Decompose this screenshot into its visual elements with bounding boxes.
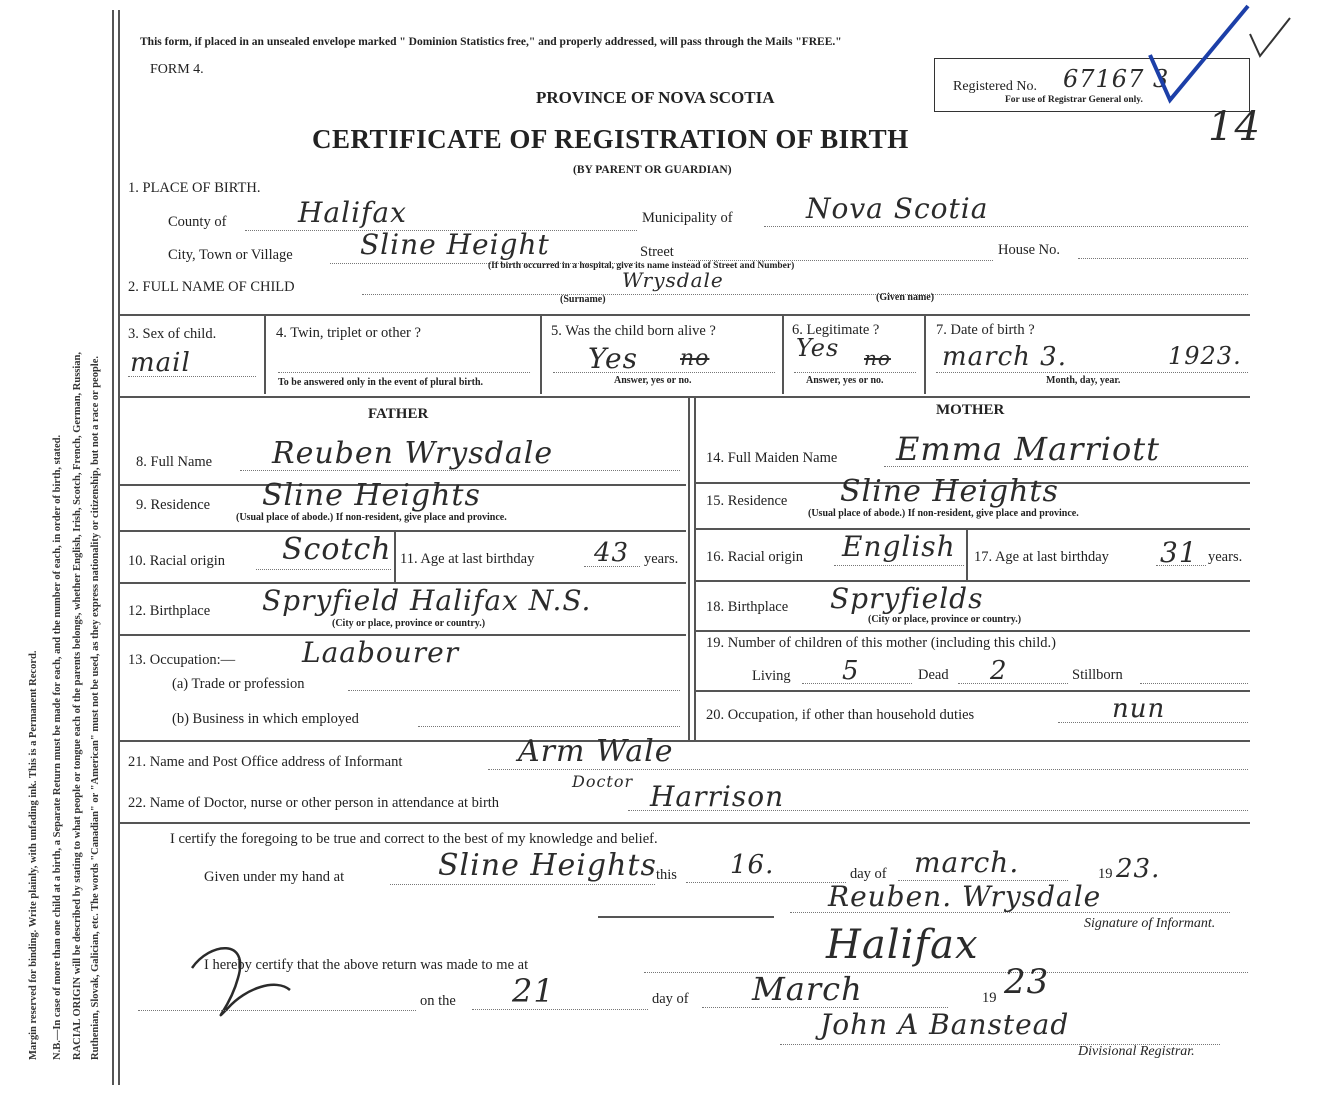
municipality-value: Nova Scotia (806, 192, 989, 225)
dob-value: march 3. (942, 342, 1067, 372)
city-label: City, Town or Village (168, 247, 293, 263)
divider-3-4 (264, 316, 266, 394)
doctor-value: Harrison (650, 780, 785, 813)
registrar-day-value: 21 (512, 972, 555, 1010)
father-occupation-value: Laabourer (302, 636, 460, 669)
certificate-subtitle: (BY PARENT OR GUARDIAN) (573, 164, 732, 176)
mother-birthplace-value: Spryfields (830, 582, 984, 615)
divider-6-7 (924, 316, 926, 394)
informant-signature-caption: Signature of Informant. (1084, 916, 1216, 931)
mother-occupation-value: nun (1112, 694, 1166, 724)
father-age-value: 43 (594, 538, 630, 568)
rule-above-certification (120, 822, 1250, 824)
dead-label: Dead (918, 667, 949, 683)
mother-age-value: 31 (1160, 536, 1198, 569)
mother-residence-note: (Usual place of abode.) If non-resident, give place and province. (808, 508, 1079, 519)
stillborn-label: Stillborn (1072, 667, 1123, 683)
father-racial-dotted-line (256, 569, 391, 570)
rule-under-name (120, 314, 1250, 316)
rule-below-parents (120, 740, 1250, 742)
divider-5-6 (782, 316, 784, 394)
dob-dotted-line (936, 372, 1248, 373)
registrar-on-the-label: on the (420, 993, 456, 1009)
registrar-signature: John A Banstead (820, 1008, 1070, 1041)
seal-line (598, 916, 774, 918)
province-heading: PROVINCE OF NOVA SCOTIA (536, 88, 775, 107)
registrar-year-prefix: 19 (982, 990, 997, 1006)
mother-occupation-label: 20. Occupation, if other than household duties (706, 707, 975, 723)
informant-dotted-line (488, 769, 1248, 770)
dead-value: 2 (990, 656, 1008, 686)
father-residence-note: (Usual place of abode.) If non-resident, give place and province. (236, 512, 507, 523)
legitimate-label: 6. Legitimate ? (792, 322, 880, 338)
child-surname: Wrysdale (622, 268, 724, 292)
business-label: (b) Business in which employed (172, 711, 359, 727)
mother-birthplace-note: (City or place, province or country.) (868, 614, 1022, 625)
legitimate-dotted-line (794, 372, 916, 373)
mother-heading: MOTHER (936, 402, 1005, 418)
stillborn-dotted-line (1140, 683, 1248, 684)
parents-divider-a (688, 398, 690, 740)
father-racial-label: 10. Racial origin (128, 553, 226, 569)
registrar-place-dotted-line (644, 972, 1248, 973)
doctor-title: Doctor (572, 772, 634, 791)
mother-rule-2 (696, 528, 1250, 530)
dob-label: 7. Date of birth ? (936, 322, 1035, 338)
father-racial-divider (394, 532, 396, 582)
children-count-label: 19. Number of children of this mother (including this child.) (706, 635, 1056, 651)
rule-above-parents (120, 396, 1250, 398)
father-birthplace-note: (City or place, province or country.) (332, 618, 486, 629)
mother-age-label: 17. Age at last birthday (974, 549, 1109, 565)
form-number: FORM 4. (150, 62, 204, 77)
father-residence-value: Sline Heights (262, 478, 481, 513)
legitimate-struck-answer: no (864, 346, 891, 370)
binding-margin-line-2 (118, 10, 120, 1085)
alive-struck-answer: no (680, 346, 710, 371)
given-place-value: Sline Heights (438, 848, 657, 883)
registrar-use-note: For use of Registrar General only. (1005, 95, 1143, 105)
legitimate-value: Yes (796, 334, 840, 362)
given-year-prefix: 19 (1098, 866, 1113, 882)
trade-dotted-line (348, 690, 680, 691)
pencil-check-mark (1246, 14, 1296, 64)
father-birthplace-value: Spryfield Halifax N.S. (262, 584, 592, 617)
mother-residence-label: 15. Residence (706, 493, 788, 509)
certificate-title: CERTIFICATE OF REGISTRATION OF BIRTH (312, 124, 909, 154)
father-name-value: Reuben Wrysdale (272, 436, 554, 471)
dob-caption: Month, day, year. (1046, 375, 1121, 386)
certification-statement: I certify the foregoing to be true and correct to the best of my knowledge and belief. (170, 831, 658, 847)
child-name-dotted-line (362, 294, 1248, 295)
given-name-caption: (Given name) (876, 292, 935, 303)
father-age-label: 11. Age at last birthday (400, 551, 535, 567)
doctor-label: 22. Name of Doctor, nurse or other person in attendance at birth (128, 795, 500, 811)
registrar-leading-dotted-line (138, 1010, 416, 1011)
registrar-day-of-label: day of (652, 991, 689, 1007)
mother-rule-4 (696, 630, 1250, 632)
street-label: Street (640, 244, 674, 260)
sex-label: 3. Sex of child. (128, 326, 217, 342)
registered-number: 67167 3 (1063, 65, 1170, 93)
mother-racial-divider (966, 530, 968, 580)
registrar-month-value: March (752, 970, 863, 1008)
county-value: Halifax (298, 196, 407, 229)
father-rule-2 (120, 530, 686, 532)
registrar-initial-flourish (180, 938, 310, 1028)
mother-racial-label: 16. Racial origin (706, 549, 804, 565)
twin-dotted-line (278, 372, 530, 373)
mother-name-label: 14. Full Maiden Name (706, 450, 838, 466)
dead-dotted-line (958, 683, 1068, 684)
registrar-statement: I hereby certify that the above return was made to me at (204, 957, 529, 973)
given-day-value: 16. (730, 850, 775, 880)
living-value: 5 (842, 656, 860, 686)
margin-number-note: 14 (1208, 104, 1261, 150)
margin-plural-birth-note: N.B.—In case of more than one child at a birth, a Separate Return must be made for each, and the number of each, in order of birth, stated. (52, 434, 63, 1060)
father-heading: FATHER (368, 406, 429, 422)
margin-binding-note: Margin reserved for binding. Write plainly, with unfading ink. This is a Permanent Record. (28, 650, 39, 1060)
this-label: this (656, 867, 677, 883)
house-dotted-line (1078, 258, 1248, 259)
blue-check-mark (1140, 0, 1260, 110)
mother-racial-dotted-line (834, 565, 964, 566)
alive-dotted-line (553, 372, 775, 373)
legitimate-caption: Answer, yes or no. (806, 375, 884, 386)
given-year-value: 23. (1116, 854, 1161, 884)
living-label: Living (752, 668, 791, 684)
given-day-dotted-line (686, 882, 846, 883)
father-residence-label: 9. Residence (136, 497, 211, 513)
given-under-hand-label: Given under my hand at (204, 869, 345, 885)
divider-4-5 (540, 316, 542, 394)
alive-value: Yes (588, 342, 638, 375)
registrar-place-value: Halifax (826, 922, 979, 968)
alive-caption: Answer, yes or no. (614, 375, 692, 386)
informant-value: Arm Wale (518, 734, 674, 769)
binding-margin-line (112, 10, 114, 1085)
trade-label: (a) Trade or profession (172, 676, 305, 692)
mother-name-value: Emma Marriott (896, 430, 1160, 468)
county-label: County of (168, 214, 227, 230)
house-number-label: House No. (998, 242, 1061, 258)
margin-racial-origin-note: RACIAL ORIGIN will be described by stating to what people or tongue each of the parents belongs, whether English, Irish, Scotch, French, German, Russian, (72, 351, 83, 1060)
given-month-value: march. (914, 846, 1020, 879)
father-name-label: 8. Full Name (136, 454, 213, 470)
mother-birthplace-label: 18. Birthplace (706, 599, 789, 615)
place-of-birth-label: 1. PLACE OF BIRTH. (128, 180, 261, 196)
municipality-label: Municipality of (642, 210, 733, 226)
alive-label: 5. Was the child born alive ? (551, 323, 716, 339)
parents-divider-b (694, 398, 696, 740)
hospital-note: (If birth occurred in a hospital, give its name instead of Street and Number) (488, 261, 795, 271)
father-birthplace-label: 12. Birthplace (128, 603, 211, 619)
father-occupation-label: 13. Occupation:— (128, 652, 236, 668)
mother-age-unit: years. (1208, 549, 1243, 565)
registered-label: Registered No. (953, 79, 1037, 94)
dob-year: 1923. (1168, 342, 1242, 370)
twin-note: To be answered only in the event of plural birth. (278, 377, 484, 388)
sex-value: mail (130, 348, 191, 378)
postal-notice: This form, if placed in an unsealed envelope marked " Dominion Statistics free," and properly addressed, will pass through the Mails "FREE." (140, 36, 842, 48)
surname-caption: (Surname) (560, 294, 606, 305)
given-day-of-label: day of (850, 866, 887, 882)
father-racial-value: Scotch (282, 532, 392, 567)
father-age-unit: years. (644, 551, 679, 567)
margin-racial-origin-note-2: Ruthenian, Slovak, Galician, etc. The words "Canadian" or "American" must not be used, as they express nationality or citizenship, but not a race or people. (90, 355, 101, 1060)
informant-signature: Reuben. Wrysdale (828, 880, 1102, 913)
mother-rule-5 (696, 690, 1250, 692)
twin-label: 4. Twin, triplet or other ? (276, 325, 421, 341)
registrar-caption: Divisional Registrar. (1078, 1044, 1195, 1059)
child-name-label: 2. FULL NAME OF CHILD (128, 279, 295, 295)
city-value: Sline Height (360, 228, 550, 261)
registrar-year-value: 23 (1004, 962, 1050, 1002)
mother-residence-value: Sline Heights (840, 474, 1059, 509)
informant-label: 21. Name and Post Office address of Informant (128, 754, 403, 770)
mother-racial-value: English (842, 530, 956, 563)
given-place-dotted-line (390, 884, 655, 885)
municipality-dotted-line (764, 226, 1248, 227)
registrar-day-dotted-line (472, 1009, 648, 1010)
business-dotted-line (418, 726, 680, 727)
